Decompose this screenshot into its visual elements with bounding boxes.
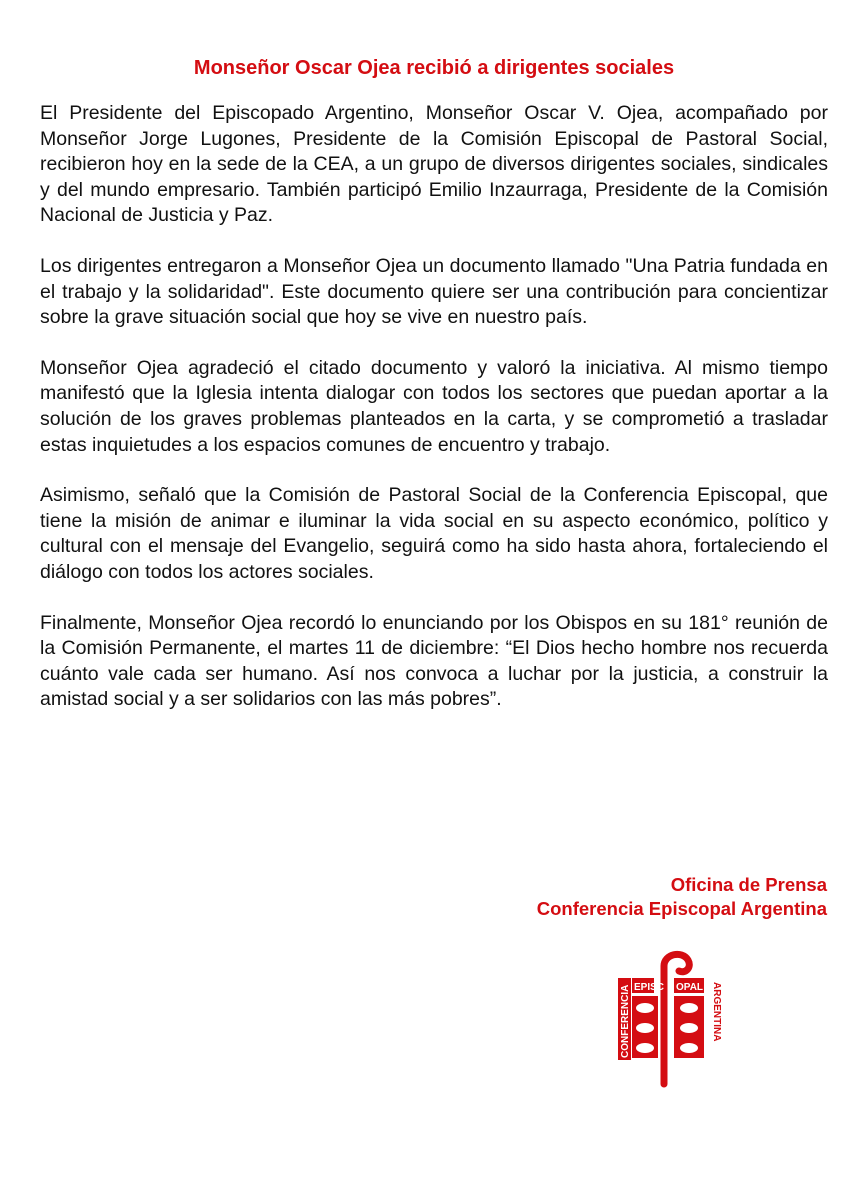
signature-office: Oficina de Prensa [670, 874, 827, 895]
logo-text-top-left: EPISC [634, 982, 665, 993]
paragraph-3: Monseñor Ojea agradeció el citado documento y valoró la iniciativa. Al mismo tiempo manifestó que la Iglesia intenta dialogar con todos los sectores que puedan aportar a la solución de los graves problemas planteados en la carta, y se comprometió a trasladar estas inquietudes a los espacios comunes de encuentro y trabajo. [40, 356, 828, 456]
press-release [40, 55, 828, 738]
signature-block [537, 873, 827, 921]
page-title: Monseñor Oscar Ojea recibió a dirigentes sociales [193, 57, 675, 79]
logo-text-right: ARGENTINA [711, 982, 722, 1042]
signature-organization: Conferencia Episcopal Argentina [536, 898, 827, 919]
paragraph-2: Los dirigentes entregaron a Monseñor Ojea un documento llamado "Una Patria fundada en el trabajo y la solidaridad". Este documento quiere ser una contribución para concientizar sobre la grave situación social que hoy se vive en nuestro país. [40, 254, 828, 329]
paragraph-1: El Presidente del Episcopado Argentino, Monseñor Oscar V. Ojea, acompañado por Monseñor Jorge Lugones, Presidente de la Comisión Episcopal de Pastoral Social, recibieron hoy en la sede de la CEA, a un grupo de diversos dirigentes sociales, sindicales y del mundo empresario. También participó Emilio Inzaurraga, Presidente de la Comisión Nacional de Justicia y Paz. [40, 102, 828, 227]
logo-text-left: CONFERENCIA [620, 984, 631, 1058]
logo-text-top-right: OPAL [676, 982, 704, 993]
paragraph-5: Finalmente, Monseñor Ojea recordó lo enunciando por los Obispos en su 181° reunión de la Comisión Permanente, el martes 11 de diciembre: “El Dios hecho hombre nos recuerda cuánto vale cada ser humano. Así nos convoca a luchar por la justicia, a construir la amistad social y a ser solidarios con las más pobres”. [40, 611, 828, 711]
cea-logo-icon [612, 948, 732, 1088]
paragraph-4: Asimismo, señaló que la Comisión de Pastoral Social de la Conferencia Episcopal, que tiene la misión de animar e iluminar la vida social en su aspecto económico, político y cultural con el mensaje del Evangelio, seguirá como ha sido hasta ahora, fortaleciendo el diálogo con todos los actores sociales. [40, 484, 828, 583]
